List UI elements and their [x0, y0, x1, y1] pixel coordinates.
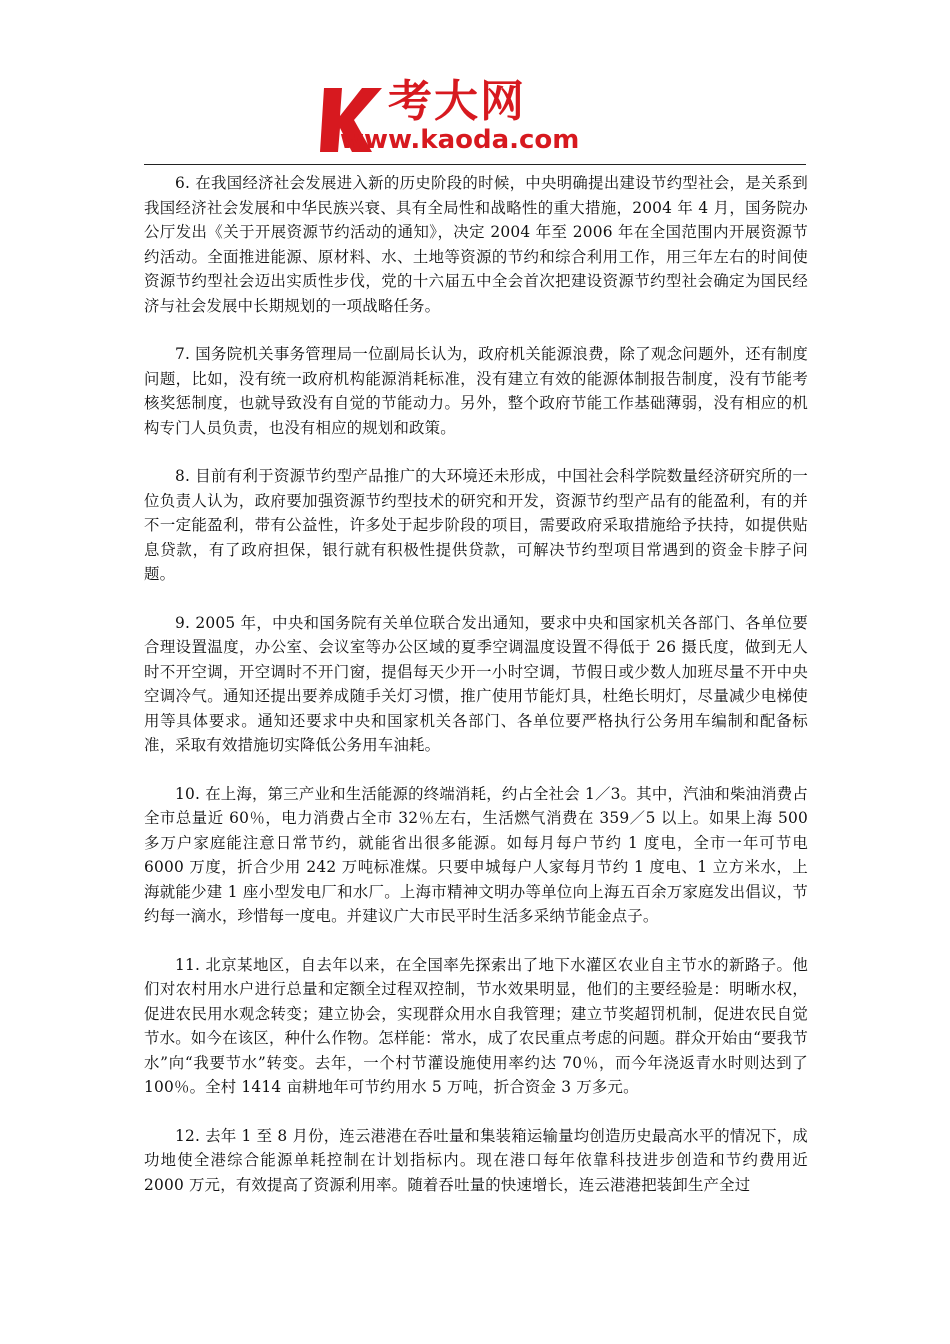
paragraph-6: 6. 在我国经济社会发展进入新的历史阶段的时候，中央明确提出建设节约型社会，是关系到我国经济社会发展和中华民族兴衰、具有全局性和战略性的重大措施，2004 年 4 月，国务院办公厅发出《关于开展资源节约活动的通知》，决定 2004 年至 2006 年在全国范围内开展资源节约活动。全面推进能源、原材料、水、土地等资源的节约和综合利用工作，用三年左右的时间使资源节约型社会迈出实质性步伐，党的十六届五中全会首次把建设资源节约型社会确定为国民经济与社会发展中长期规划的一项战略任务。 [144, 174, 808, 315]
paragraph-12: 12. 去年 1 至 8 月份，连云港港在吞吐量和集装箱运输量均创造历史最高水平的情况下，成功地使全港综合能源单耗控制在计划指标内。现在港口每年依靠科技进步创造和节约费用近 2000 万元，有效提高了资源利用率。随着吞吐量的快速增长，连云港港把装卸生产全过 [144, 1126, 808, 1194]
kaoda-logo [318, 76, 638, 158]
logo-letter: K [348, 122, 349, 123]
paragraph-9: 9. 2005 年，中央和国务院有关单位联合发出通知，要求中央和国家机关各部门、各单位要合理设置温度，办公室、会议室等办公区域的夏季空调温度设置不得低于 26 摄氏度，做到无人时不开空调，开空调时不开门窗，提倡每天少开一小时空调，节假日或少数人加班尽量不开中央空调冷气。通知还提出要养成随手关灯习惯，推广使用节能灯具，杜绝长明灯，尽量减少电梯使用等具体要求。通知还要求中央和国家机关各部门、各单位要严格执行公务用车编制和配备标准，采取有效措施切实降低公务用车油耗。 [144, 613, 808, 754]
document-body [144, 171, 808, 1221]
paragraph-7: 7. 国务院机关事务管理局一位副局长认为，政府机关能源浪费，除了观念问题外，还有制度问题，比如，没有统一政府机构能源消耗标准，没有建立有效的能源体制报告制度，没有节能考核奖惩制度，也就导致没有自觉的节能动力。另外，整个政府节能工作基础薄弱，没有相应的机构专门人员负责，也没有相应的规划和政策。 [144, 345, 808, 437]
paragraph-11: 11. 北京某地区，自去年以来，在全国率先探索出了地下水灌区农业自主节水的新路子。他们对农村用水户进行总量和定额全过程双控制，节水效果明显，他们的主要经验是：明晰水权，促进农民用水观念转变；建立协会，实现群众用水自我管理；建立节奖超罚机制，促进农民自觉节水。如今在该区，种什么作物。怎样能：常水，成了农民重点考虑的问题。群众开始由“要我节水”向“我要节水”转变。去年，一个村节灌设施使用率约达 70％，而今年浇返青水时则达到了 100％。全村 1414 亩耕地年可节约用水 5 万吨，折合资金 3 万多元。 [144, 955, 808, 1096]
paragraph-8: 8. 目前有利于资源节约型产品推广的大环境还未形成，中国社会科学院数量经济研究所的一位负责人认为，政府要加强资源节约型技术的研究和开发，资源节约型产品有的能盈利，有的并不一定能盈利，带有公益性，许多处于起步阶段的项目，需要政府采取措施给予扶持，如提供贴息贷款，有了政府担保，银行就有积极性提供贷款，可解决节约型项目常遇到的资金卡脖子问题。 [144, 467, 808, 583]
header-divider [144, 164, 806, 165]
paragraph-10: 10. 在上海，第三产业和生活能源的终端消耗，约占全社会 1／3。其中，汽油和柴油消费占全市总量近 60％，电力消费占全市 32％左右，生活燃气消费在 359／5 以上。如果上海 500 多万户家庭能注意日常节约，就能省出很多能源。如每月每户节约 1 度电，全市一年可节电 6000 万度，折合少用 242 万吨标准煤。只要申城每户人家每月节约 1 度电、1 立方米水，上海就能少建 1 座小型发电厂和水厂。上海市精神文明办等单位向上海五百余万家庭发出倡议，节约每一滴水，珍惜每一度电。并建议广大市民平时生活多采纳节能金点子。 [144, 784, 808, 925]
logo-url[interactable]: www.kaoda.com [340, 125, 580, 155]
logo-title: 考大网 [388, 76, 526, 127]
